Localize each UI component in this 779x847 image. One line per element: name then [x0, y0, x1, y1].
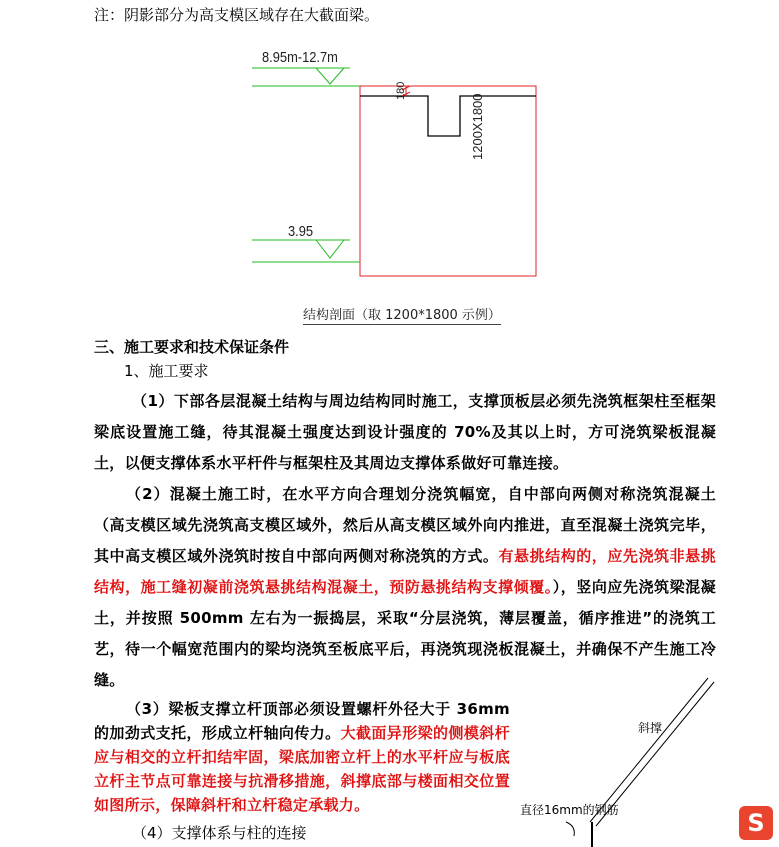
rebar-label-text: 直径16mm的钢筋 [520, 803, 619, 817]
level-top-triangle [316, 68, 344, 84]
rebar-label [520, 802, 619, 817]
section-drawing [0, 0, 779, 300]
beam-dimension: 1200X1800 [470, 93, 485, 160]
paragraph-2-text-a: （2）混凝土施工时，在水平方向合理划分浇筑幅宽，自中部向两侧对称浇筑混凝土（高支模区域先浇筑高支模区域外，然后从高支模区域外向内推进，直至混凝土浇筑完毕，其中高支模区域外浇筑时按自中部向两侧对称浇筑的方式。 [94, 485, 716, 565]
note: 注：阴影部分为高支模区域存在大截面梁。 [94, 6, 380, 24]
paragraph-2-text-b: ），竖向应先浇筑梁混凝土，并按照 500mm 左右为一振捣层，采取“分层浇筑，薄层覆盖，循序推进”的浇筑工艺，待一个幅宽范围内的梁均浇筑至板底平后，再浇筑现浇板混凝土，并确保不产生施工冷缝。 [94, 578, 716, 689]
brace-line-1 [590, 678, 708, 822]
paragraph-1: （1）下部各层混凝土结构与周边结构同时施工，支撑顶板层必须先浇筑框架柱至框架梁底设置施工缝，待其混凝土强度达到设计强度的 70%及其以上时，方可浇筑梁板混凝土，以便支撑体系水平杆件与框架柱及其周边支撑体系做好可靠连接。 [94, 392, 716, 472]
slab-dimension: 180 [395, 81, 407, 100]
paragraph-3-highlight: 大截面异形梁的侧模斜杆应与相交的立杆扣结牢固，梁底加密立杆上的水平杆应与板底立杆主节点可靠连接与抗滑移措施，斜撑底部与楼面相交位置如图所示，保障斜杆和立杆稳定承载力。 [94, 724, 510, 814]
brace-label: 斜撑 [638, 721, 663, 735]
section-heading: 三、施工要求和技术保证条件 [94, 338, 290, 356]
figure-caption: 结构剖面（取 1200*1800 示例） [303, 304, 501, 325]
level-bottom-label: 3.95 [288, 222, 314, 240]
paragraph-2 [94, 479, 716, 696]
paragraph-4: （4）支撑体系与柱的连接 [132, 824, 307, 842]
rebar-hook [566, 822, 574, 836]
paragraph-3 [94, 697, 510, 817]
level-bottom-triangle [316, 240, 344, 258]
subsection-heading: 1、施工要求 [124, 362, 209, 380]
paragraph-2-highlight: 有悬挑结构的，应先浇筑非悬挑结构，施工缝初凝前浇筑悬挑结构混凝土，预防悬挑结构支撑倾覆。 [94, 547, 716, 596]
level-top-label: 8.95m-12.7m [261, 48, 338, 66]
brace-drawing [500, 672, 740, 847]
beam-outline [360, 96, 536, 136]
section-outline [360, 86, 536, 276]
paragraph-3-text-a: （3）梁板支撑立杆顶部必须设置螺杆外径大于 36mm 的加劲式支托，形成立杆轴向传力。 [94, 700, 510, 742]
sogou-logo[interactable]: S [739, 806, 773, 840]
